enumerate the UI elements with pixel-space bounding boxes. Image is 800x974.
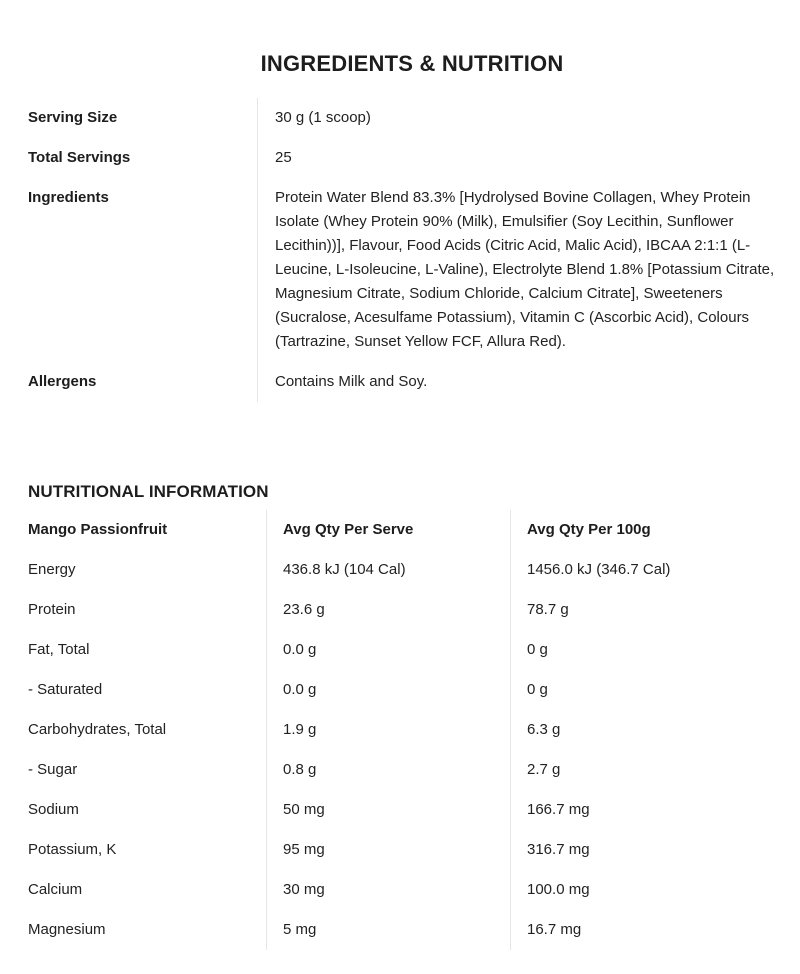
nutrient-name: Potassium, K [28,830,267,870]
table-row [28,710,792,750]
per-serve-value: 95 mg [267,830,511,870]
nutrient-name: - Sugar [28,750,267,790]
info-row-serving-size [28,98,792,138]
per-serve-value: 23.6 g [267,590,511,630]
nutrient-name: Fat, Total [28,630,267,670]
column-header-flavour: Mango Passionfruit [28,510,267,550]
per-100g-value: 1456.0 kJ (346.7 Cal) [527,561,671,578]
nutrient-name: Carbohydrates, Total [28,710,267,750]
product-info-table [28,98,792,402]
column-header-per-serve: Avg Qty Per Serve [267,510,511,550]
table-row [28,870,792,910]
per-100g-value: 6.3 g [527,721,561,738]
table-row [28,670,792,710]
nutrient-name: Protein [28,590,267,630]
ingredients-label: Ingredients [28,178,258,362]
nutrition-heading: NUTRITIONAL INFORMATION [28,482,269,502]
ingredients-value: Protein Water Blend 83.3% [Hydrolysed Bovine Collagen, Whey Protein Isolate (Whey Protein 90% (Milk), Emulsifier (Soy Lecithin, Sunflower Lecithin))], Flavour, Food Acids (Citric Acid, Malic Acid), IBCAA 2:1:1 (L-Leucine, L-Isoleucine, L-Valine), Electrolyte Blend 1.8% [Potassium Citrate, Magnesium Citrate, Sodium Chloride, Calcium Citrate], Sweeteners (Sucralose, Acesulfame Potassium), Vitamin C (Ascorbic Acid), Colours (Tartrazine, Sunset Yellow FCF, Allura Red). [275,189,775,350]
per-100g-value: 0 g [527,681,548,698]
table-row [28,790,792,830]
page-title: INGREDIENTS & NUTRITION [260,50,564,76]
total-servings-label: Total Servings [28,138,258,178]
info-row-ingredients [28,178,792,362]
per-100g-value: 316.7 mg [527,841,590,858]
table-row [28,590,792,630]
table-row [28,630,792,670]
per-serve-value: 0.0 g [267,630,511,670]
nutrient-name: Sodium [28,790,267,830]
per-serve-value: 0.0 g [267,670,511,710]
per-serve-value: 0.8 g [267,750,511,790]
per-serve-value: 436.8 kJ (104 Cal) [267,550,511,590]
allergens-label: Allergens [28,362,258,402]
per-serve-value: 1.9 g [267,710,511,750]
per-100g-value: 166.7 mg [527,801,590,818]
per-serve-value: 30 mg [267,870,511,910]
table-row [28,910,792,950]
per-100g-value: 16.7 mg [527,921,582,938]
table-row [28,750,792,790]
info-row-allergens [28,362,792,402]
table-row [28,550,792,590]
column-header-per-100g: Avg Qty Per 100g [527,521,651,538]
serving-size-label: Serving Size [28,98,258,138]
nutrition-header-row [28,510,792,550]
info-row-total-servings [28,138,792,178]
per-100g-value: 0 g [527,641,548,658]
nutrient-name: Calcium [28,870,267,910]
per-serve-value: 5 mg [267,910,511,950]
nutrition-table [28,510,792,950]
per-100g-value: 100.0 mg [527,881,590,898]
per-serve-value: 50 mg [267,790,511,830]
nutrient-name: - Saturated [28,670,267,710]
nutrient-name: Magnesium [28,910,267,950]
per-100g-value: 78.7 g [527,601,569,618]
serving-size-value: 30 g (1 scoop) [275,109,371,126]
table-row [28,830,792,870]
nutrient-name: Energy [28,550,267,590]
total-servings-value: 25 [275,149,292,166]
per-100g-value: 2.7 g [527,761,561,778]
allergens-value: Contains Milk and Soy. [275,373,428,390]
